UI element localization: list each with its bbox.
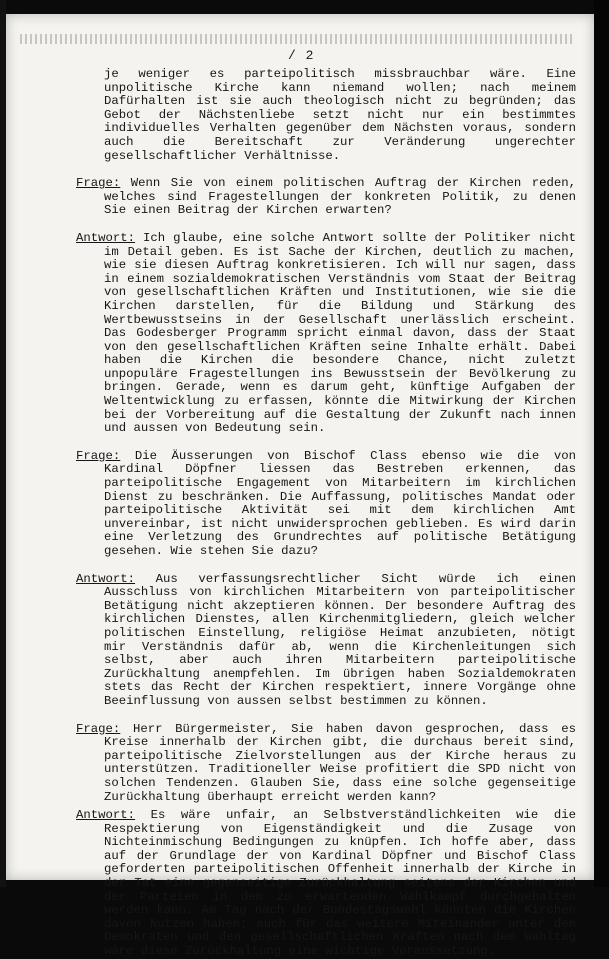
lead-paragraph: je weniger es parteipolitisch missbrauchbar wäre. Eine unpolitische Kirche kann niemand wollen; nach meinem Dafürhalten ist sie auch theologisch nicht zu begründen; das Gebot der Nächstenliebe setzt nicht nur ein bestimmtes individuelles Verhalten gegenüber dem Nächsten voraus, sondern auch die Bereitschaft zur Veränderung ungerechter gesellschaftlicher Verhältnisse. — [104, 67, 576, 163]
question-label: Frage: — [76, 176, 121, 191]
answer-label: Antwort: — [76, 808, 136, 823]
answer-label: Antwort: — [76, 571, 136, 586]
question-2 — [76, 450, 576, 559]
answer-label: Antwort: — [76, 230, 136, 245]
question-text: Herr Bürgermeister, Sie haben davon gesprochen, dass es Kreise innerhalb der Kirchen gibt, die durchaus bereit sind, parteipolitische Zielvorstellungen aus der Kirche heraus zu unterstützen. Traditioneller Weise profitiert die SPD nicht von solchen Tendenzen. Glauben Sie, dass eine solche gegenseitige Zurückhaltung überhaupt erreicht werden kann? — [104, 721, 576, 804]
question-label: Frage: — [76, 721, 121, 736]
scan-edge-right — [594, 0, 609, 887]
page-number: / 2 — [288, 48, 315, 63]
document-body — [76, 68, 576, 959]
question-text: Wenn Sie von einem politischen Auftrag der Kirchen reden, welches sind Fragestellungen der konkreten Politik, zu denen Sie einen Beitrag der Kirchen erwarten? — [104, 176, 576, 218]
question-label: Frage: — [76, 448, 121, 463]
answer-2 — [76, 573, 576, 709]
question-1 — [76, 177, 576, 218]
question-text: Die Äusserungen von Bischof Class ebenso wie die von Kardinal Döpfner liessen das Bestreben erkennen, das parteipolitische Engagement von Mitarbeitern im kirchlichen Dienst zu beschränken. Die Auffassung, politisches Mandat oder parteipolitische Aktivität sei mit dem kirchlichen Amt unvereinbar, ist nicht unwidersprochen geblieben. Es wird darin eine Verletzung des Grundrechtes auf politische Betätigung gesehen. Wie stehen Sie dazu? — [104, 448, 576, 558]
answer-text: Es wäre unfair, an Selbstverständlichkeiten wie die Respektierung von Eigenständigkeit und die Zusage von Nichteinmischung Bedingungen zu knüpfen. Ich hoffe aber, dass auf der Grundlage der von Kardinal Döpfner und Bischof Class geforderten parteipolitischen Offenheit innerhalb der Kirche in der Tat eine gegenseitige Zurückhaltung seitens der Kirchen und der Parteien in dem zu erwartenden Wahlkampf durchgehalten werden kann. Am Tag nach der Bundestagswahl könnten die Kirchen davon Nutzen haben; auch für das weitere Miteinander unter den Demokraten und den gesellschaftlichen Kräften nach dem Wahltag wäre diese Zurückhaltung eine wichtige Voraussetzung. — [104, 808, 576, 959]
question-3 — [76, 723, 576, 805]
answer-text: Ich glaube, eine solche Antwort sollte der Politiker nicht im Detail geben. Es ist Sache der Kirchen, deutlich zu machen, wie sie diesen Auftrag konkretisieren. Ich will nur sagen, dass in einem sozialdemokratischen Verständnis vom Staat der Beitrag von gesellschaftlichen Kräften und Institutionen, wie sie die Kirchen darstellen, für die Bildung und Stärkung des Wertbewusstseins in der Gesellschaft unerlässlich erscheint. Das Godesberger Programm spricht einmal davon, dass der Staat von den gesellschaftlichen Kräften seine Inhalte erhält. Dabei haben die Kirchen die besondere Chance, nicht zuletzt unpopuläre Fragestellungen ins Bewusstsein der Bevölkerung zu bringen. Gerade, wenn es darum geht, künftige Aufgaben der Weltentwicklung zu erfassen, könnte die Mitwirkung der Kirchen bei der Vorbereitung auf die Gestaltung der Zukunft nach innen und aussen von Bedeutung sein. — [104, 230, 576, 436]
answer-text: Aus verfassungsrechtlicher Sicht würde ich einen Ausschluss von kirchlichen Mitarbeitern von parteipolitischer Betätigung nicht akzeptieren können. Der besondere Auftrag des kirchlichen Dienstes, allen Kirchenmitgliedern, gleich welcher politischen Einstellung, religiöse Heimat anzubieten, nötigt mir Verständnis dafür ab, wenn die Kirchenleitungen sich selbst, aber auch ihren Mitarbeitern parteipolitische Zurückhaltung anempfehlen. Im übrigen haben Sozialdemokraten stets das Recht der Kirchen respektiert, innere Vorgänge ohne Beeinflussung von aussen selbst bestimmen zu können. — [104, 571, 576, 708]
scan-artifact-top — [20, 34, 574, 44]
answer-1 — [76, 232, 576, 436]
answer-3 — [76, 809, 576, 959]
